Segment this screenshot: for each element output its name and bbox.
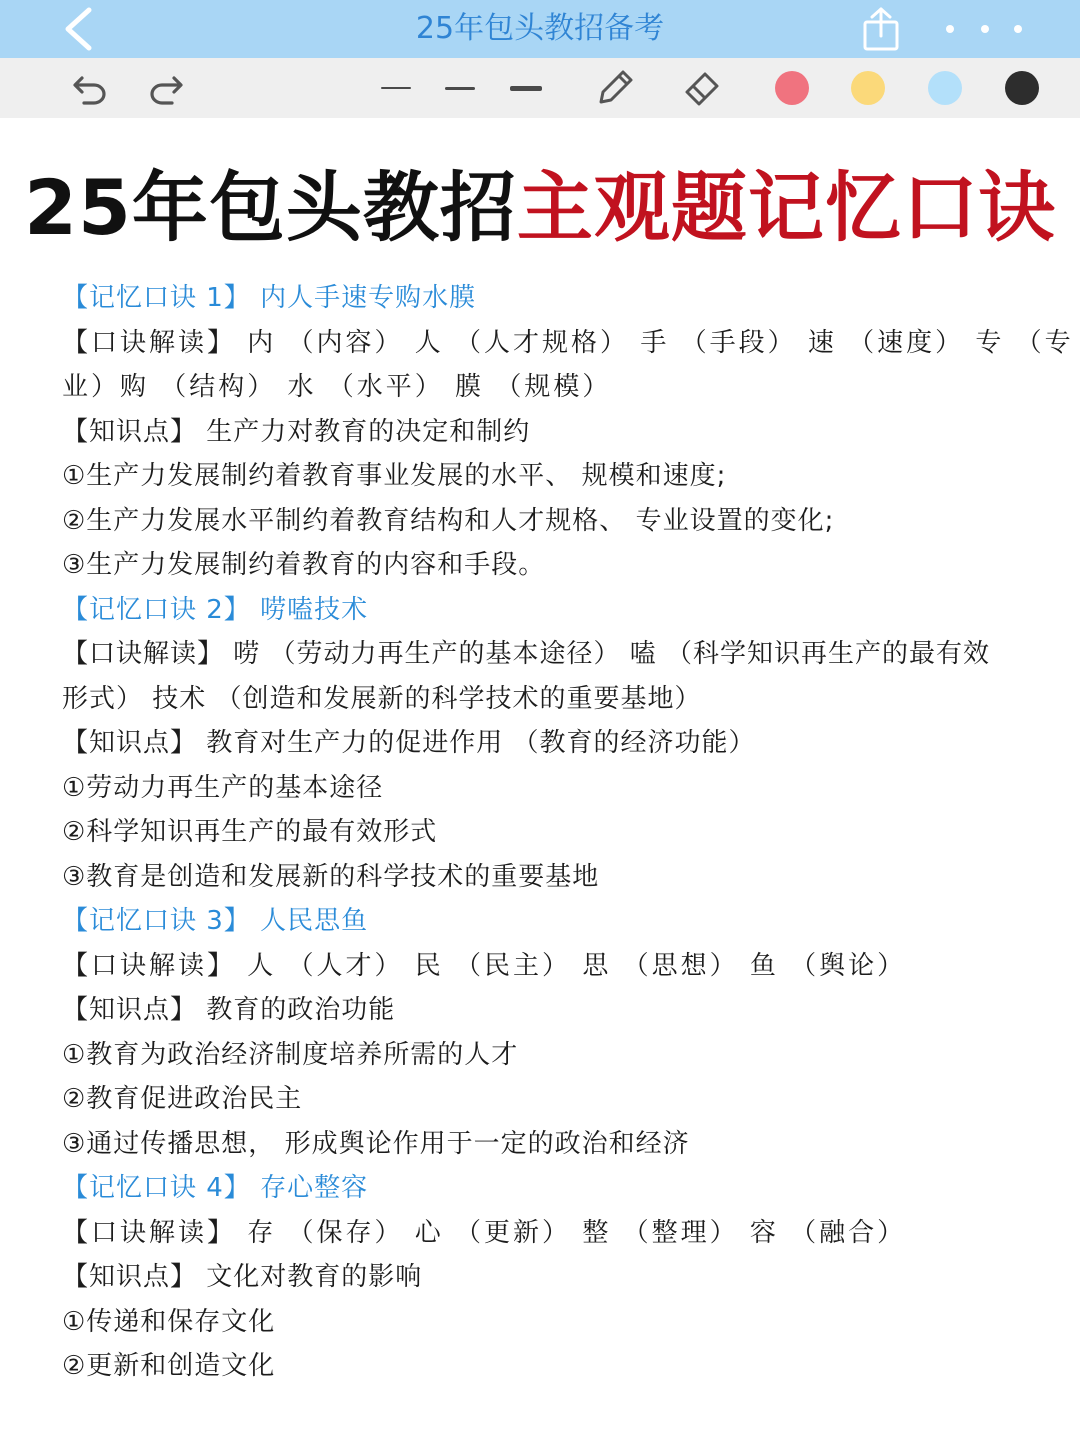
knowledge-point: 【知识点】 文化对教育的影响 [62,1262,423,1292]
thick-line-icon [510,86,542,91]
knowledge-point: 【知识点】 教育对生产力的促进作用 （教育的经济功能） [62,728,756,758]
list-item: ①生产力发展制约着教育事业发展的水平、 规模和速度; [62,461,727,491]
more-button[interactable] [940,14,1030,44]
color-swatch-red[interactable] [775,71,809,105]
mnemonic-heading: 【记忆口诀 2】 唠嗑技术 [62,594,369,625]
thin-line-icon [381,87,411,89]
pen-tool-button[interactable] [592,64,638,112]
thin-line-button[interactable] [378,64,414,112]
eraser-icon [681,66,725,110]
list-item: ③生产力发展制约着教育的内容和手段。 [62,550,546,580]
redo-icon [146,68,186,108]
mnemonic-explanation: 【口诀解读】 唠 （劳动力再生产的基本途径） 嗑 （科学知识再生产的最有效 [62,639,991,669]
list-item: ①劳动力再生产的基本途径 [62,772,384,803]
list-item: ②科学知识再生产的最有效形式 [62,817,438,847]
back-button[interactable] [56,6,100,52]
color-swatch-blue[interactable] [928,71,962,105]
share-button[interactable] [858,6,904,52]
list-item: ②更新和创造文化 [62,1351,276,1381]
drawing-toolbar [0,58,1080,118]
note-body [62,276,1074,1389]
mnemonic-heading: 【记忆口诀 3】 人民思鱼 [62,906,369,936]
knowledge-point: 【知识点】 生产力对教育的决定和制约 [62,416,531,447]
knowledge-point: 【知识点】 教育的政治功能 [62,995,396,1025]
mnemonic-explanation: 形式） 技术 （创造和发展新的科学技术的重要基地） [62,683,702,714]
undo-button[interactable] [68,64,112,112]
color-swatch-yellow[interactable] [851,71,885,105]
title-red-part: 主观题记忆口诀 [516,163,1056,252]
list-item: ③通过传播思想， 形成舆论作用于一定的政治和经济 [62,1128,690,1159]
medium-line-icon [445,87,475,90]
document-title [0,158,1080,258]
thick-line-button[interactable] [506,64,546,112]
note-page [0,118,1080,1440]
mnemonic-explanation: 【口诀解读】 存 （保存） 心 （更新） 整 （整理） 容 （融合） [62,1217,907,1248]
chevron-left-icon [63,7,93,51]
mnemonic-explanation: 【口诀解读】 内 （内容） 人 （人才规格） 手 （手段） 速 （速度） 专 （专 [62,327,1074,358]
eraser-tool-button[interactable] [680,64,726,112]
list-item: ②教育促进政治民主 [62,1084,303,1114]
undo-icon [70,68,110,108]
list-item: ①传递和保存文化 [62,1306,276,1337]
mnemonic-heading: 【记忆口诀 1】 内人手速专购水膜 [62,283,477,313]
app-title: 25年包头教招备考 [415,11,665,46]
share-icon [858,6,904,52]
app-header [0,0,1080,58]
mnemonic-explanation: 【口诀解读】 人 （人才） 民 （民主） 思 （思想） 鱼 （舆论） [62,950,907,981]
list-item: ①教育为政治经济制度培养所需的人才 [62,1039,519,1070]
more-dots-icon [940,14,1030,44]
list-item: ②生产力发展水平制约着教育结构和人才规格、 专业设置的变化; [62,505,835,536]
redo-button[interactable] [144,64,188,112]
title-black-part: 25年包头教招 [24,163,517,252]
list-item: ③教育是创造和发展新的科学技术的重要基地 [62,861,600,892]
pen-icon [593,66,637,110]
color-swatch-black[interactable] [1005,71,1039,105]
mnemonic-explanation: 业）购 （结构） 水 （水平） 膜 （规模） [62,372,612,402]
medium-line-button[interactable] [442,64,478,112]
mnemonic-heading: 【记忆口诀 4】 存心整容 [62,1173,369,1203]
